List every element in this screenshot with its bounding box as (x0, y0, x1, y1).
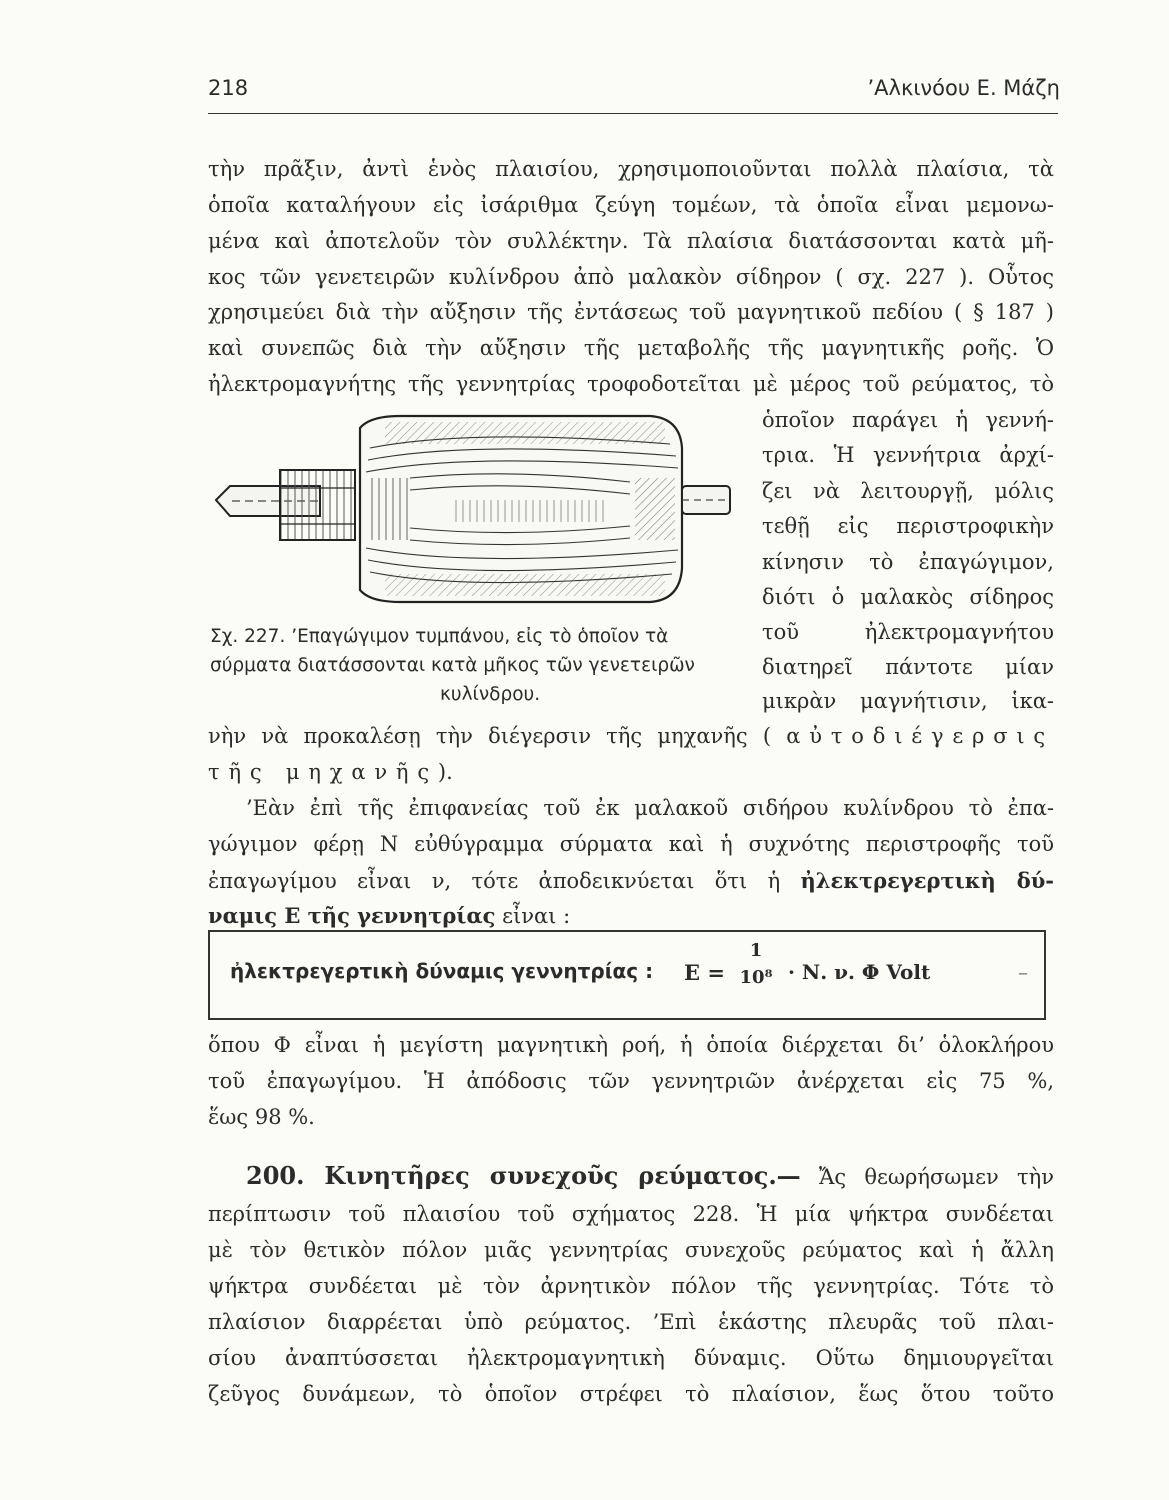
side-text-line: μικρὰν μαγνήτισιν, ἱκα- (762, 689, 1054, 713)
formula-lhs: Ε = (684, 960, 725, 985)
text-line: κος τῶν γενετειρῶν κυλίνδρου ἀπὸ μαλακὸν σίδηρον ( σχ. 227 ). Οὗτος (208, 265, 1054, 289)
side-text-line: κίνησιν τὸ ἐπαγώγιμον, (762, 550, 1054, 574)
text-line: καὶ συνεπῶς διὰ τὴν αὔξησιν τῆς μεταβολῆς τῆς μαγνητικῆς ροῆς. Ὁ (208, 336, 1054, 360)
text-line: ἠλεκτρομαγνήτης τῆς γεννητρίας τροφοδοτεῖται μὲ μέρος τοῦ ρεύματος, τὸ (208, 372, 1054, 396)
text-line: μένα καὶ ἀποτελοῦν τὸν συλλέκτην. Τὰ πλαίσια διατάσσονται κατὰ μῆ- (208, 229, 1054, 253)
bold-term: ἠλεκτρεγερτικὴ δύ- (800, 868, 1055, 893)
side-text-line: διότι ὁ μαλακὸς σίδηρος (762, 585, 1054, 609)
text-line: γώγιμον φέρῃ Ν εὐθύγραμμα σύρματα καὶ ἡ συχνότης περιστροφῆς τοῦ (208, 832, 1054, 856)
text-fragment: ). (437, 760, 453, 784)
text-line: σίου ἀναπτύσσεται ἠλεκτρομαγνητικὴ δύναμις. Οὕτω δημιουργεῖται (208, 1346, 1054, 1370)
side-text-line: τοῦ ἠλεκτρομαγνήτου (762, 620, 1054, 644)
figure-caption-line: κυλίνδρου. (440, 684, 541, 705)
formula-label: ἠλεκτρεγερτικὴ δύναμις γεννητρίας : (230, 959, 654, 983)
text-fragment: ἐπαγωγίμου εἶναι ν, τότε ἀποδεικνύεται ὅτι ἡ (208, 869, 781, 893)
text-line: ’Εὰν ἐπὶ τῆς ἐπιφανείας τοῦ ἐκ μαλακοῦ σιδήρου κυλίνδρου τὸ ἐπα- (246, 796, 1054, 820)
text-line: ἕως 98 %. (208, 1105, 315, 1129)
text-fragment: εἶναι : (502, 904, 571, 928)
section-heading-line (246, 1162, 1054, 1191)
text-line: χρησιμεύει διὰ τὴν αὔξησιν τῆς ἐντάσεως τοῦ μαγνητικοῦ πεδίου ( § 187 ) (208, 300, 1054, 324)
text-line (208, 760, 453, 785)
formula-rhs: · Ν. ν. Φ Volt (788, 960, 931, 984)
text-line: τοῦ ἐπαγωγίμου. Ἡ ἀπόδοσις τῶν γεννητριῶν ἀνέρχεται εἰς 75 %, (208, 1069, 1054, 1093)
side-text-line: διατηρεῖ πάντοτε μίαν (762, 655, 1054, 679)
text-line: ζεῦγος δυνάμεων, τὸ ὁποῖον στρέφει τὸ πλαίσιον, ἕως ὅτου τοῦτο (208, 1382, 1054, 1406)
side-text-line: ὁποῖον παράγει ἡ γεννή- (762, 408, 1054, 432)
text-fragment: νὴν νὰ προκαλέσῃ τὴν διέγερσιν τῆς μηχανῆς ( (208, 724, 772, 748)
text-line: περίπτωσιν τοῦ πλαισίου τοῦ σχήματος 228. Ἡ μία ψήκτρα συνδέεται (208, 1202, 1054, 1226)
fraction-denominator: 10⁸ (739, 967, 773, 988)
page-number: 218 (208, 76, 249, 100)
text-line: πλαίσιον διαρρέεται ὑπὸ ρεύματος. ’Επὶ ἑκάστης πλευρᾶς τοῦ πλαι- (208, 1310, 1054, 1334)
side-text-line: τρια. Ἡ γεννήτρια ἀρχί- (762, 443, 1054, 467)
text-line (208, 903, 570, 929)
page-header (208, 76, 1060, 116)
running-head-author: ’Αλκινόου Ε. Μάζη (867, 76, 1060, 100)
header-rule (208, 113, 1058, 114)
drum-armature-figure (210, 408, 740, 613)
formula-trail-mark: – (1018, 960, 1028, 984)
text-line: ψήκτρα συνδέεται μὲ τὸν ἀρνητικὸν πόλον τῆς γεννητρίας. Τότε τὸ (208, 1274, 1054, 1298)
text-line (208, 868, 1054, 894)
side-text-line: ζει νὰ λειτουργῇ, μόλις (762, 479, 1054, 503)
text-line: ὁποῖα καταλήγουν εἰς ἰσάριθμα ζεύγη τομέων, τὰ ὁποῖα εἶναι μεμονω- (208, 193, 1054, 217)
figure-caption-line: Σχ. 227. ’Επαγώγιμον τυμπάνου, εἰς τὸ ὁποῖον τὰ (210, 626, 669, 647)
text-line: μὲ τὸν θετικὸν πόλον μιᾶς γεννητρίας συνεχοῦς ρεύματος καὶ ἡ ἄλλη (208, 1238, 1054, 1262)
text-line (208, 724, 1054, 749)
formula-fraction (735, 940, 777, 988)
figure-caption-line: σύρματα διατάσσονται κατὰ μῆκος τῶν γενετειρῶν (210, 655, 695, 676)
text-line: τὴν πρᾶξιν, ἀντὶ ἑνὸς πλαισίου, χρησιμοποιοῦνται πολλὰ πλαίσια, τὰ (208, 157, 1054, 181)
spaced-emphasis: τῆς μηχανῆς (208, 760, 438, 784)
spaced-emphasis: αὐτοδιέγερσις (786, 724, 1054, 748)
text-line: ὅπου Φ εἶναι ἡ μεγίστη μαγνητικὴ ροή, ἡ ὁποία διέρχεται δι’ ὁλοκλήρου (208, 1033, 1054, 1057)
side-text-line: τεθῇ εἰς περιστροφικὴν (762, 514, 1054, 538)
fraction-numerator: 1 (749, 940, 763, 961)
formula-box (208, 930, 1046, 1020)
section-heading: 200. Κινητῆρες συνεχοῦς ρεύματος.— (246, 1161, 801, 1190)
bold-term: ναμις Ε τῆς γεννητρίας (208, 903, 496, 928)
text-fragment: Ἄς θεωρήσωμεν τὴν (818, 1165, 1054, 1189)
